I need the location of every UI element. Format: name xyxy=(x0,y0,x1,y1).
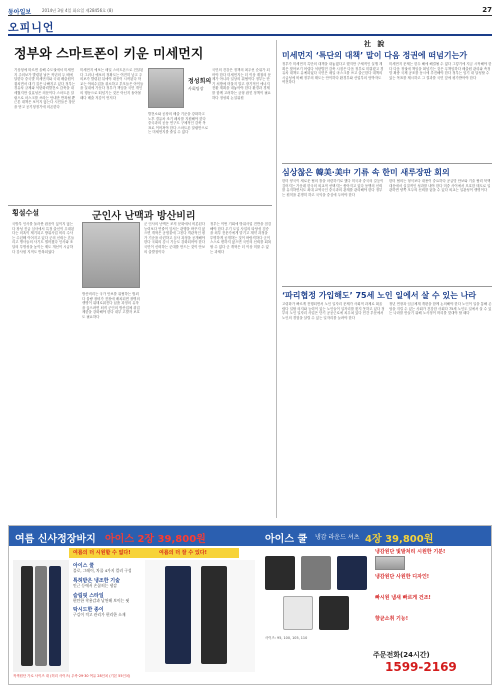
author-role: 사회팀장 xyxy=(188,86,204,91)
editorial-headline-3: ‘파리협정 가입해도’ 75세 노인 일에서 살 수 있는 나라 xyxy=(282,291,477,300)
shirt-icon xyxy=(265,556,295,590)
lower-rule xyxy=(8,205,272,206)
shirt-icon xyxy=(301,556,331,590)
lower-text-4: 정부는 이번 기회에 방위사업 전반을 점검해야 한다 무기 도입 사업의 타당성 검증을 외부 전문가에게 맡기고 계약 과정을 투명하게 공개하는 것이 바람직하다 군이 스스로 변하지 않으면 국민의 신뢰를 회복할 수 없다 군 개혁은 더 이상 미룰 수 없는 과제다 xyxy=(210,222,272,254)
lower-headline: 군인사 난맥과 방산비리 xyxy=(92,211,196,222)
feature-text: 블로, 그레이, 차콜 4가지 컬러 구성 xyxy=(73,568,132,573)
column-text-1: 기상청에 따르면 올해 수도권에서 미세먼지 주의보가 발령된 날은 작년의 두 배에 달한다 중국발 미세먼지와 국내 배출원이 겹치면서 대기 질은 나빠지고 있다 정부는 경유차 규제와 석탄화력발전소 감축을 내세웠지만 실효성은 의문이다 스마트폰 알림으로 마스크를 쓰라는 안내만 반복될 뿐 근본 대책은 보이지 않는다 시민들은 창문을 닫고 공기청정기에 의존한다 xyxy=(14,68,76,109)
feature-title: 특허받은 냉조한 기술 xyxy=(73,577,120,584)
right-feature: 냉감원단 사원한 디자인! xyxy=(375,574,430,580)
column-text-4: 국민의 건강은 정책의 최우선 순위가 되어야 한다 미세먼지는 더 이상 계절의 문제가 아니라 일상의 위협이다 정부는 단기 처방에 머물지 말고 장기적인 에너지 전환 계획을 내놓아야 한다 환경과 경제를 함께 고려하는 균형 잡힌 정책이 필요하다 정성희 논설위원 xyxy=(212,68,271,100)
pants-icon xyxy=(49,566,61,666)
right-feature: 냉감원단 빛발처리 시원한 기분! xyxy=(375,549,446,555)
ad-right-title: 아이스 쿨 xyxy=(265,534,308,545)
shirt-display xyxy=(261,548,371,668)
feature-title: 아이스 쿨 xyxy=(73,563,95,569)
column-text-3: 발전소와 공장의 배출 기준을 강화하고 노후 경유차 조기 폐차를 지원해야 한다 중국과의 공동 연구도 구체적인 감축 목표로 이어져야 한다 스마트폰 알림만으로는 미세먼지를 줄일 수 없다 xyxy=(148,112,208,135)
feature-text: 편안한 착용감과 날씬해 보이는 핏 xyxy=(73,597,130,603)
order-label: 주문전화(24시간) xyxy=(373,651,430,659)
order-phone[interactable]: 1599-2169 xyxy=(385,660,457,674)
pants-icon xyxy=(165,566,191,664)
editorial-1-text-b: 미세먼지 문제는 한두 해에 해결될 수 없다 그렇기에 지금 시작해야 한다 다음 정권에 책임을 떠넘기는 것은 무책임하다 배출원 관리와 측정망 확충 국제 공조를 동시에 추진해야 한다 정부는 임기 내 달성할 수 있는 목표를 제시하고 그 결과를 국민 앞에 평가받아야 한다 xyxy=(389,62,492,80)
pants-icon xyxy=(201,566,227,664)
feature-title: 탁시드한 종이 xyxy=(73,607,104,614)
ad-right-features xyxy=(375,548,487,648)
column-headline: 정부와 스마트폰이 키운 미세먼지 xyxy=(14,47,204,62)
feature-text: 구김이 적고 관리가 편리한 소재 xyxy=(73,612,126,618)
editorial-3-text-b: 정년 연장과 임금체계 개편을 함께 논의해야 한다 노인이 일을 통해 존엄을 지킬 수 있는 사회가 건강한 사회다 75세 노인도 일에서 살 수 있는 나라를 만들기 위해 노사정이 머리를 맞대야 할 때다 xyxy=(389,302,492,316)
feature-text: 인근 등에서 손꼽히는 냉감 xyxy=(73,582,117,588)
shirt-icon xyxy=(319,596,349,630)
feature-title: 슬림핏 스타일 xyxy=(73,592,104,599)
ad-notice-2: 여름의 더 잘 수 있다! xyxy=(159,550,207,556)
right-feature: 빠시원 냄새 빠르게 건조! xyxy=(375,595,431,601)
masthead xyxy=(8,6,492,16)
editorial-rule-2 xyxy=(282,286,492,287)
editorial-2-text-a: 한미 양국이 새로운 협의 틀을 마련하기로 했다 미국과 중국의 갈등이 깊어지는 가운데 한국의 외교적 선택지는 좁아지고 있다 동맹의 신뢰를 유지하면서도 최대 교역국인 중국과의 관계를 관리해야 한다 정부는 원칙을 분명히 하고 국익을 중심에 두어야 한다 xyxy=(282,179,384,197)
ad-left-title: 여름 신사정장바지 xyxy=(15,534,96,545)
editorial-2-text-b: 한미 협의는 형식보다 내용이 중요하다 공급망 안보와 기술 협력 북핵 대응에서 실질적인 성과를 내야 한다 미중 사이에서 모호한 태도로 일관하면 양쪽 모두의 신뢰를 잃을 수 있다 외교는 일관성이 생명이다 xyxy=(389,179,491,193)
editorial-3-text-a: 고령화가 빠르게 진행되면서 노인 일자리 문제가 사회적 과제로 떠올랐다 일할 의지와 능력이 있는 노인들이 일자리를 찾지 못하고 있다 정부의 노인 일자리 사업은 단기 공공근로에 치우쳐 있다 민간 부문에서 노인의 경험을 살릴 수 있는 일자리를 늘려야 한다 xyxy=(282,302,385,320)
section-rule xyxy=(8,34,492,36)
feature-photo xyxy=(375,556,405,570)
ad-notice-1: 여름의 더 시원할 수 없다! xyxy=(73,550,131,556)
editorial-label: 社 說 xyxy=(364,40,387,48)
ad-right-price: 4장 39,800원 xyxy=(365,534,434,545)
lower-text-2: 방산비리는 국가 안보를 위협하는 범죄다 불량 장비가 전장에 배치되면 장병의 생명이 위태로워진다 납품 과정의 유착을 끊으려면 퇴직 군인의 방산업체 취업 제한을 강화해야 한다 내부 고발자 보호도 필요하다 xyxy=(82,292,140,319)
ad-features xyxy=(73,562,139,672)
editorial-headline-2: 심상찮은 韓美·美中 기류 속 한미 새루장판 회의 xyxy=(282,168,450,177)
lower-kicker: 횡설수설 xyxy=(12,209,40,217)
newspaper-logo: 동아일보 xyxy=(8,9,32,16)
lower-photo xyxy=(82,222,140,288)
advertisement xyxy=(8,525,492,685)
pants-icon xyxy=(35,566,47,666)
shirt-icon xyxy=(283,596,313,630)
issue-date: 2014년 3월 4일 화요일 제28456호 (8) xyxy=(42,8,113,13)
pants-image-area xyxy=(13,560,69,672)
pants-icon xyxy=(21,566,33,666)
author-name: 정성희의 xyxy=(188,78,212,85)
lower-text-1: 국방부 인사를 둘러싼 잡음이 끊이지 않는다 장성 진급 심사에서 특정 출신이 우대된다는 의혹이 제기되고 방위사업 비리 수사는 수년째 이어지고 있다 군의 신뢰는 흔들리고 병사들의 사기도 떨어졌다 인사와 조달의 투명성을 높이는 제도 개선이 시급하다 감사원 지적도 반복되었다 xyxy=(12,222,75,254)
ad-left-price: 아이스 2장 39,800원 xyxy=(105,534,206,545)
column-text-2: 미세먼지 예보는 매일 스마트폰으로 전달된다 그러나 예보의 정확도는 여전히 낮고 주의보가 발령된 뒤에야 대응이 시작된다 학교는 야외수업을 취소하고 부모들은 아이들을 실내에 가둔다 정부가 책임을 국민 개인의 행동으로 떠넘기는 것은 아닌지 돌아볼 때다 배출 저감이 먼저다 xyxy=(80,68,144,100)
pants-caption: 적색원단 가로 사이즈 대 (허리 사이즈) 우측·29·30 여유 28인치 (기본 55인치) xyxy=(13,674,131,678)
column-divider xyxy=(276,40,277,518)
author-photo xyxy=(148,68,184,108)
shirt-icon xyxy=(337,556,367,590)
editorial-headline-1: 미세먼지 ‘특단의 대책’ 말이 다음 정권에 떠넘기는가 xyxy=(282,51,468,60)
ad-right-sub: 냉감 라운드 셔츠 xyxy=(315,534,360,541)
page-number: 27 xyxy=(482,6,492,14)
pants-model-area xyxy=(145,560,255,672)
section-title: 오피니언 xyxy=(8,21,55,34)
editorial-rule-1 xyxy=(282,163,492,164)
ad-size-line: 사이즈: 95, 100, 105, 110 xyxy=(265,636,308,640)
lower-text-3: 군 인사의 난맥은 조직 문화에서 비롯된다 능력보다 연줄이 앞서는 관행을 바꾸지 않으면 개혁은 공염불에 그친다 객관적인 평가 기준을 마련하고 심사 과정을 공개해야 한다 국회의 감시 기능도 강화되어야 한다 국민이 신뢰하는 군대를 만드는 것이 안보의 출발점이다 xyxy=(144,222,206,254)
right-feature: 향균소취 기능! xyxy=(375,616,409,622)
editorial-1-text-a: 정부가 미세먼지 특단의 대책을 내놓겠다고 했지만 구체적인 실행 계획은 찾아보기 어렵다 석탄발전 감축 시점은 다음 정부로 미뤄졌고 경유차 대책도 유예되었다 국민은 매일 마스크를 쓰고 출근한다 대책의 시급성에 비해 정부의 태도는 안이하다 환경부와 산업부의 엇박자도 여전하다 xyxy=(282,62,384,85)
